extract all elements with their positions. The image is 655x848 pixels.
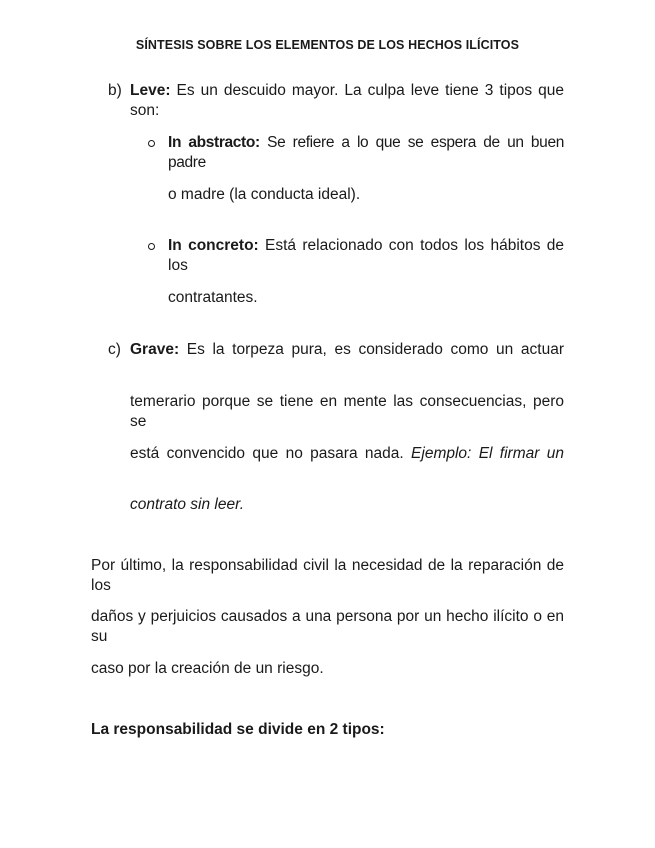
sub-abstracto-text: Se refiere a lo que se espera de un buen padre — [168, 134, 564, 171]
list-marker-b: b) — [108, 82, 122, 99]
item-c-line3-plain: está convencido que no pasara nada. — [130, 445, 412, 462]
item-c-line2: temerario porque se tiene en mente las consecuencias, pero se — [130, 393, 564, 430]
sub-concreto-line1 — [168, 236, 564, 276]
paragraph-line2: daños y perjuicios causados a una persona por un hecho ilícito o en su — [91, 608, 564, 645]
section-heading: La responsabilidad se divide en 2 tipos: — [91, 721, 385, 738]
item-b-term: Leve: — [130, 82, 171, 99]
item-c-term: Grave: — [130, 341, 180, 358]
sub-abstracto-line2: o madre (la conducta ideal). — [168, 186, 361, 203]
item-c-example-end: contrato sin leer. — [130, 496, 245, 513]
paragraph-line3: caso por la creación de un riesgo. — [91, 660, 324, 677]
item-c-line4 — [130, 495, 244, 515]
sub-concreto-line2: contratantes. — [168, 289, 258, 306]
sub-abstracto-term: In abstracto: — [168, 134, 260, 151]
item-b-text: Es un descuido mayor. La culpa leve tiene 3 tipos que son: — [130, 82, 564, 119]
page-title: SÍNTESIS SOBRE LOS ELEMENTOS DE LOS HECHOS ILÍCITOS — [135, 38, 520, 52]
sub-concreto-term: In concreto: — [168, 237, 259, 254]
item-c-text: Es la torpeza pura, es considerado como un actuar — [179, 341, 564, 358]
item-c-example: Ejemplo: El firmar un — [411, 445, 564, 462]
paragraph-line1: Por último, la responsabilidad civil la necesidad de la reparación de los — [91, 557, 564, 594]
bullet-icon — [148, 243, 155, 250]
bullet-icon — [148, 140, 155, 147]
sub-concreto-text: Está relacionado con todos los hábitos de los — [168, 237, 565, 274]
list-marker-c: c) — [108, 341, 121, 358]
item-b-line — [130, 81, 564, 121]
item-c-line3 — [130, 444, 564, 464]
sub-abstracto-line1 — [168, 133, 564, 173]
item-c-line1 — [130, 340, 564, 360]
